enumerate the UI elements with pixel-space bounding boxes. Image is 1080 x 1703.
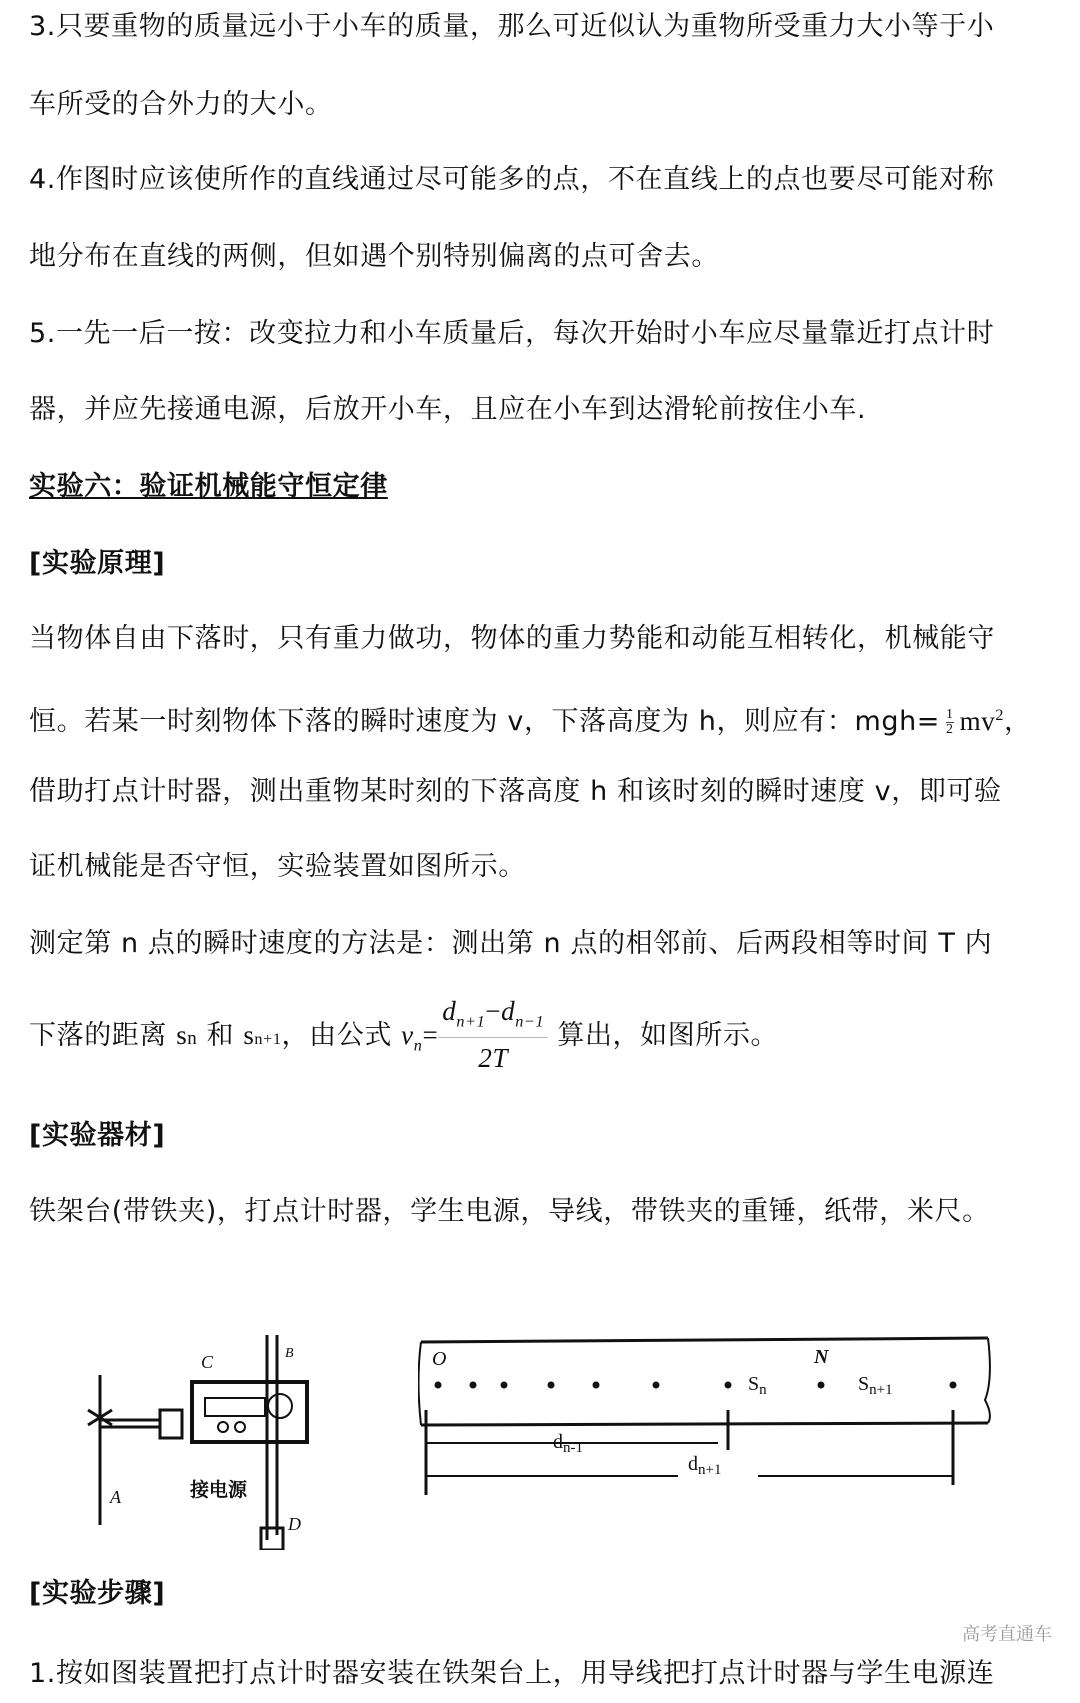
principle-text (29, 697, 1032, 740)
label-power: 接电源 (190, 1480, 248, 1501)
label-dn-plus: d (688, 1453, 698, 1475)
method-text: 测定第 n 点的瞬时速度的方法是：测出第 n 点的相邻前、后两段相等时间 T 内 (29, 928, 993, 959)
equipment-heading: [实验器材] (29, 1120, 166, 1151)
principle-text: 当物体自由下落时，只有重力做功，物体的重力势能和动能互相转化，机械能守 (29, 623, 995, 654)
s-symbol: s (176, 1020, 188, 1051)
svg-text:Sn (748, 1373, 767, 1398)
s-sub: n (187, 1028, 198, 1050)
text-line: 器，并应先接通电源，后放开小车，且应在小车到达滑轮前按住小车. (29, 394, 867, 425)
v-sub: n (413, 1036, 423, 1055)
s-symbol: s (243, 1020, 255, 1051)
text-part: ，由公式 (281, 1020, 402, 1052)
frac-den: 2 (946, 722, 954, 737)
denominator: 2T (478, 1043, 509, 1074)
label-dn-minus: d (553, 1431, 563, 1453)
sub: n+1 (456, 1012, 486, 1031)
text-line: 5.一先一后一按：改变拉力和小车质量后，每次开始时小车应尽量靠近打点计时 (29, 318, 995, 349)
text-part: 下落的距离 (29, 1020, 177, 1052)
formula-line (29, 995, 778, 1086)
label-o: O (432, 1348, 447, 1370)
label-dn-minus-sub: n-1 (563, 1440, 583, 1456)
label-sn: S (748, 1373, 760, 1395)
d: d (501, 996, 516, 1026)
steps-heading: [实验步骤] (29, 1578, 166, 1609)
half-fraction (946, 708, 954, 737)
label-sn1: S (858, 1373, 870, 1395)
label-dn-plus-sub: n+1 (698, 1462, 722, 1478)
step-1: 1.按如图装置把打点计时器安装在铁架台上，用导线把打点计时器与学生电源连 (29, 1658, 995, 1689)
svg-text:dn-1 (553, 1431, 583, 1456)
s-sub: n+1 (254, 1030, 282, 1049)
equals: = (422, 1020, 439, 1051)
tape-diagram (418, 1330, 998, 1500)
principle-text-part: 恒。若某一时刻物体下落的瞬时速度为 v，下落高度为 h，则应有：mgh= (29, 706, 941, 737)
watermark: 高考直通车 (962, 1624, 1052, 1645)
formula-fraction (438, 995, 548, 1078)
label-sn1-sub: n+1 (869, 1382, 893, 1398)
principle-text: 借助打点计时器，测出重物某时刻的下落高度 h 和该时刻的瞬时速度 v，即可验 (29, 776, 1002, 807)
equipment-text: 铁架台(带铁夹)，打点计时器，学生电源，导线，带铁夹的重锤，纸带，米尺。 (29, 1196, 990, 1227)
mv: mv (959, 706, 996, 736)
v-symbol: v (401, 1020, 414, 1051)
text-line: 地分布在直线的两侧，但如遇个别特别偏离的点可舍去。 (29, 241, 719, 272)
minus: − (485, 996, 502, 1026)
label-b: B (285, 1346, 294, 1361)
principle-text: 证机械能是否守恒，实验装置如图所示。 (29, 851, 526, 882)
label-n: N (814, 1346, 829, 1368)
text-part: 算出，如图所示。 (548, 1020, 779, 1052)
text-part: 和 (197, 1020, 244, 1052)
sub: n−1 (515, 1012, 545, 1031)
section-title: 实验六：验证机械能守恒定律 (29, 471, 388, 502)
label-d: D (288, 1514, 301, 1534)
d: d (442, 996, 457, 1026)
label-c: C (201, 1352, 214, 1372)
svg-text:dn+1 (688, 1453, 721, 1478)
label-sn-sub: n (759, 1382, 767, 1398)
text-line: 3.只要重物的质量远小于小车的质量，那么可近似认为重物所受重力大小等于小 (29, 11, 995, 42)
text-line: 车所受的合外力的大小。 (29, 89, 333, 120)
svg-text:Sn+1 (858, 1373, 893, 1398)
text-line: 4.作图时应该使所作的直线通过尽可能多的点，不在直线上的点也要尽可能对称 (29, 164, 995, 195)
principle-heading: [实验原理] (29, 548, 166, 579)
apparatus-diagram (80, 1330, 310, 1550)
exponent: 2 (995, 706, 1005, 724)
frac-num: 1 (946, 707, 954, 722)
comma: ， (1004, 706, 1032, 737)
label-a: A (110, 1487, 121, 1507)
